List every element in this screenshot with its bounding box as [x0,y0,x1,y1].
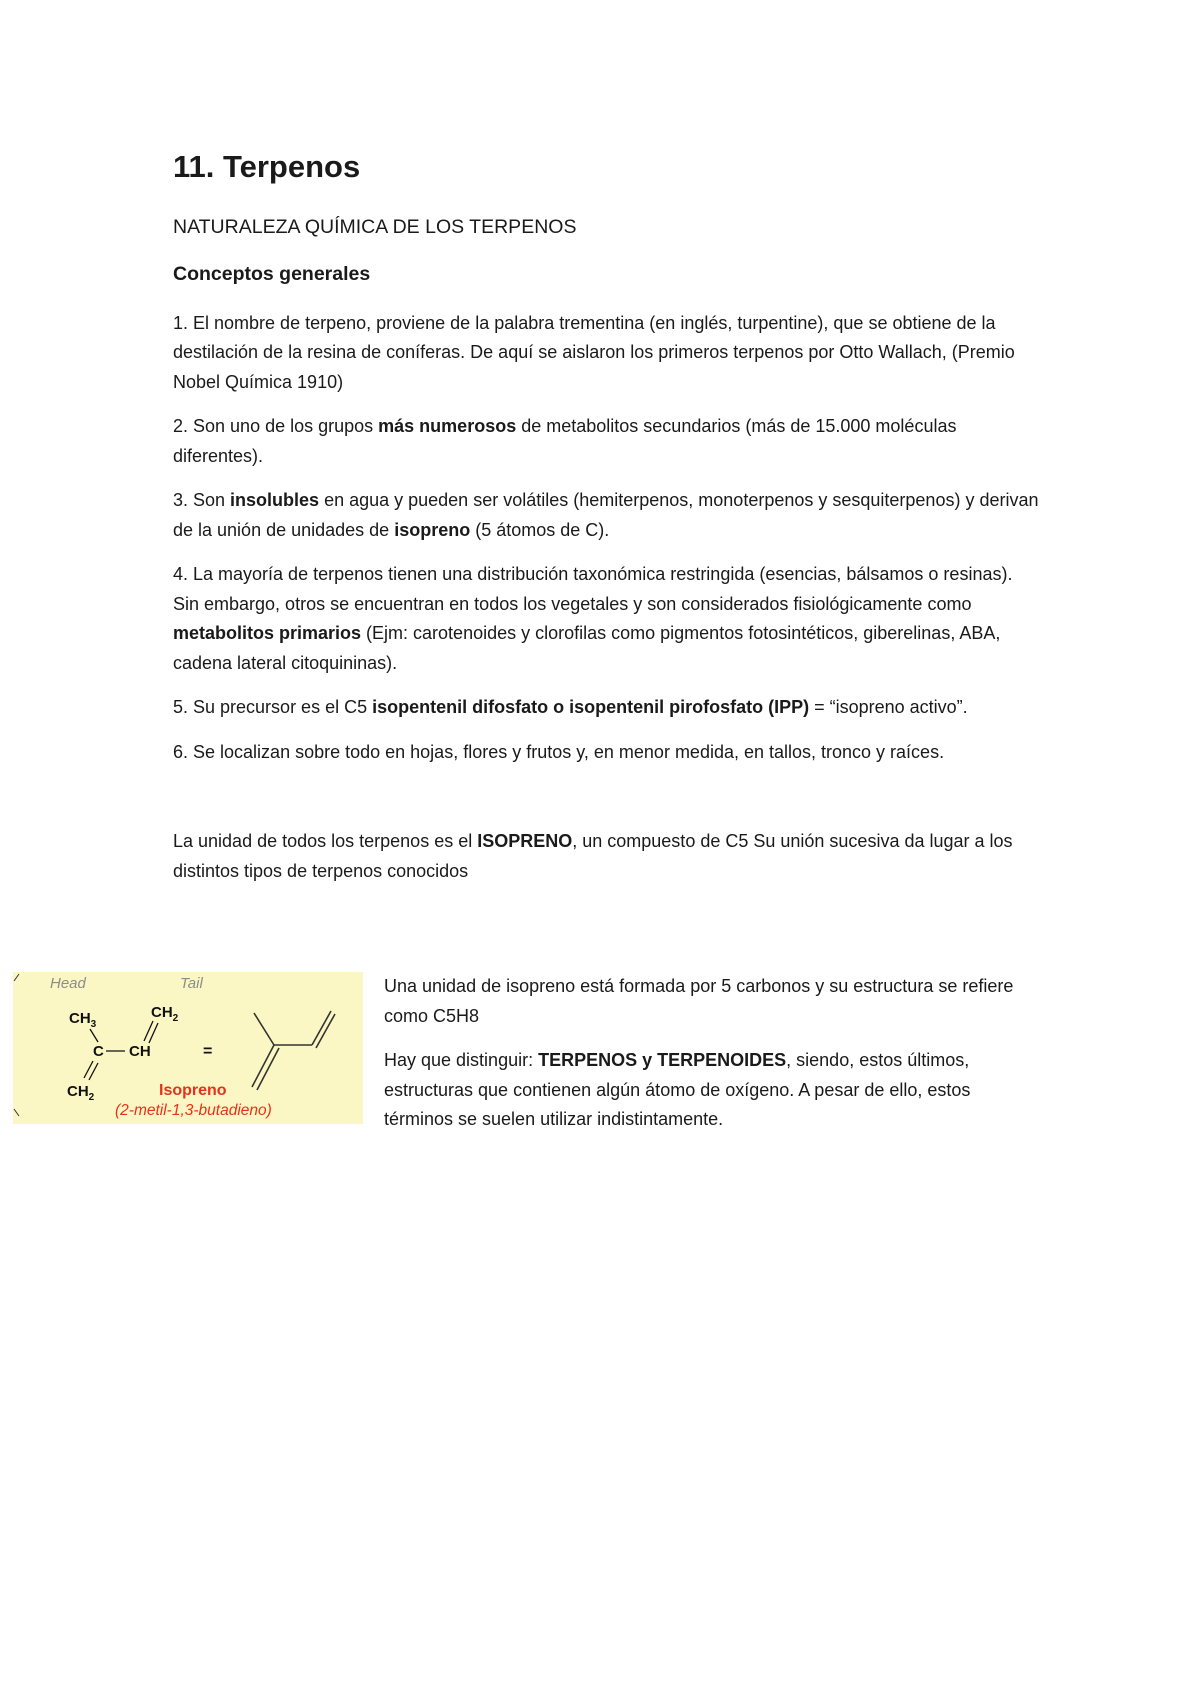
text-run: de metabolitos secundarios (más de 15.000 moléculas diferentes). [173,416,957,466]
item-number: 3. [173,490,189,511]
text-run: (5 átomos de C). [470,519,610,540]
equals-sign: = [203,1043,213,1060]
text-run: en agua y pueden ser volátiles (hemiterpenos, monoterpenos y sesquiterpenos) y derivan de la unión de unidades de [173,490,1039,540]
item-number: 4. [173,564,189,585]
text-run: , un compuesto de C5 Su unión sucesiva da lugar a los distintos tipos de terpenos conocidos [173,831,1013,881]
text-run: Son [188,490,231,511]
isoprene-figure [13,972,363,1124]
skeletal-bond [257,1048,279,1090]
skeletal-bond [252,1045,274,1087]
corner-mark [14,1109,19,1116]
text-run: La mayoría de terpenos tienen una distribución taxonómica restringida (esencias, bálsamos o resinas). Sin embargo, otros se encuentran en todos los vegetales y son considerados fisiológicamente como [173,564,1013,614]
item-number: 2. [173,416,189,437]
concept-item [173,412,1043,471]
bold-text: más numerosos [378,416,517,437]
ch3-label: $CH_3$ [69,1010,97,1030]
isoprene-iupac-name: (2-metil-1,3-butadieno) [115,1102,272,1119]
bold-text: ISOPRENO [477,831,573,852]
concept-list [173,309,1043,768]
skeletal-bond [312,1011,331,1045]
text-run: Su precursor es el C5 [188,697,373,718]
head-label: Head [50,975,86,992]
bold-text: isopentenil difosfato o isopentenil pirofosfato (IPP) [372,697,810,718]
concept-item [173,486,1043,545]
text-run: , siendo, estos últimos, estructuras que contienen algún átomo de oxígeno. A pesar de ello, estos términos se suelen utilizar indistintamente. [384,1050,971,1129]
corner-mark [14,974,19,981]
description-paragraph [384,972,1044,1031]
ch2-top-label: $CH_2$ [151,1004,179,1024]
bold-text: TERPENOS y TERPENOIDES [538,1050,787,1070]
section-heading: NATURALEZA QUÍMICA DE LOS TERPENOS [173,216,577,239]
text-run: La unidad de todos los terpenos es el [173,831,478,852]
item-number: 5. [173,697,189,718]
text-run: = “isopreno activo”. [809,697,968,718]
document-title: 11. Terpenos [173,149,361,184]
text-run: Hay que distinguir: [384,1050,539,1070]
skeletal-bond [316,1014,335,1048]
text-run: Una unidad de isopreno está formada por 5 carbonos y su estructura se refiere como C5H8 [384,976,1014,1026]
bond-line [90,1029,98,1042]
c-label: C [93,1043,104,1060]
bold-text: insolubles [230,490,320,511]
item-number: 6. [173,741,189,762]
concept-item [173,693,1043,723]
document-body [173,150,1043,886]
ch2-bottom-label: $CH_2$ [67,1083,95,1103]
bold-text: metabolitos primarios [173,623,362,644]
description-paragraph [384,1046,1044,1135]
item-number: 1. [173,312,189,333]
bold-text: isopreno [394,519,471,540]
isoprene-structure-diagram [13,972,363,1124]
intro-paragraph [173,827,1043,886]
subheading: Conceptos generales [173,263,371,286]
skeletal-bond [254,1013,274,1045]
tail-label: Tail [180,975,203,992]
text-run: Se localizan sobre todo en hojas, flores y frutos y, en menor medida, en tallos, tronco y raíces. [188,741,945,762]
concept-item [173,738,1043,768]
isoprene-name: Isopreno [159,1082,227,1099]
text-run: El nombre de terpeno, proviene de la palabra trementina (en inglés, turpentine), que se obtiene de la destilación de la resina de coníferas. De aquí se aislaron los primeros terpenos por Otto Wallach, (Premio Nobel Química 1910) [173,312,1015,392]
text-run: Son uno de los grupos [188,416,379,437]
isoprene-description [384,972,1044,1150]
text-run: (Ejm: carotenoides y clorofilas como pigmentos fotosintéticos, giberelinas, ABA, cadena lateral citoquininas). [173,623,1001,673]
concept-item [173,309,1043,398]
concept-item [173,560,1043,678]
ch-label: CH [129,1043,151,1060]
